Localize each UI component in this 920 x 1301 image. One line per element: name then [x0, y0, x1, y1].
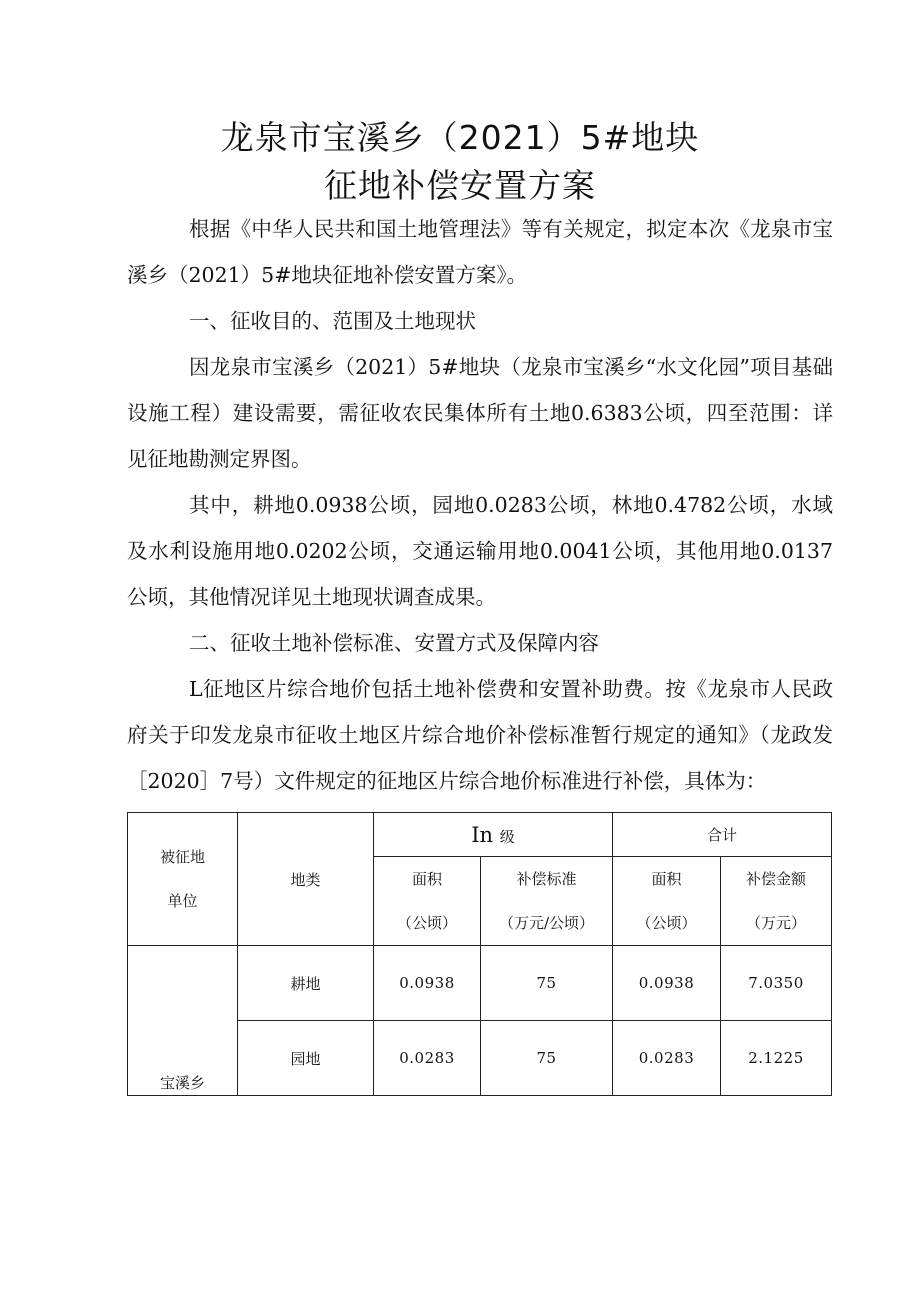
area-label: 面积 — [411, 870, 442, 888]
area-unit: （公顷） — [396, 914, 457, 932]
land-type-header: 地类 — [238, 813, 374, 946]
amount-cell: 7.0350 — [721, 946, 832, 1021]
unit-header — [128, 813, 238, 946]
section1-heading: 一、征收目的、范围及土地现状 — [189, 309, 476, 333]
total-area-cell: 0.0938 — [613, 946, 721, 1021]
total-area-label: 面积 — [651, 870, 682, 888]
std-cell: 75 — [481, 1021, 613, 1096]
area-header — [374, 857, 481, 946]
total-area-unit: （公顷） — [636, 914, 697, 932]
level-header-big: In — [471, 822, 494, 847]
amount-unit: （万元） — [746, 914, 807, 932]
unit-header-line1: 被征地 — [159, 848, 205, 866]
compensation-table — [127, 812, 832, 1096]
std-header — [481, 857, 613, 946]
land-type-cell: 园地 — [238, 1021, 374, 1096]
total-area-header — [613, 857, 721, 946]
unit-header-line2: 单位 — [167, 892, 198, 910]
amount-label: 补偿金额 — [746, 870, 807, 888]
area-cell: 0.0283 — [374, 1021, 481, 1096]
level-header-small: 级 — [499, 827, 515, 846]
level-header — [374, 813, 613, 857]
table-row — [128, 946, 832, 1021]
section2-heading: 二、征收土地补偿标准、安置方式及保障内容 — [189, 631, 599, 655]
section1-paragraph2: 其中，耕地0.0938公顷，园地0.0283公顷，林地0.4782公顷，水域及水利设施用地0.0202公顷，交通运输用地0.0041公顷，其他用地0.0137公顷，其他情况详见土地现状调查成果。 — [127, 493, 833, 609]
total-header: 合计 — [613, 813, 832, 857]
std-cell: 75 — [481, 946, 613, 1021]
std-unit: （万元/公顷） — [498, 914, 595, 932]
intro-paragraph: 根据《中华人民共和国土地管理法》等有关规定，拟定本次《龙泉市宝溪乡（2021）5#地块征地补偿安置方案》。 — [127, 217, 833, 287]
section2-paragraph1: L征地区片综合地价包括土地补偿费和安置补助费。按《龙泉市人民政府关于印发龙泉市征收土地区片综合地价补偿标准暂行规定的通知》（龙政发［2020］7号）文件规定的征地区片综合地价标准进行补偿，具体为： — [127, 677, 833, 793]
std-label: 补偿标准 — [516, 870, 577, 888]
total-area-cell: 0.0283 — [613, 1021, 721, 1096]
document-title-line2: 征地补偿安置方案 — [324, 166, 596, 205]
section1-paragraph1: 因龙泉市宝溪乡（2021）5#地块（龙泉市宝溪乡“水文化园”项目基础设施工程）建设需要，需征收农民集体所有土地0.6383公顷，四至范围：详见征地勘测定界图。 — [127, 355, 833, 471]
land-type-cell: 耕地 — [238, 946, 374, 1021]
document-body — [127, 206, 833, 804]
amount-cell: 2.1225 — [721, 1021, 832, 1096]
document-title-line1: 龙泉市宝溪乡（2021）5#地块 — [220, 118, 700, 157]
amount-header — [721, 857, 832, 946]
unit-name-cell: 宝溪乡 — [128, 946, 238, 1096]
area-cell: 0.0938 — [374, 946, 481, 1021]
